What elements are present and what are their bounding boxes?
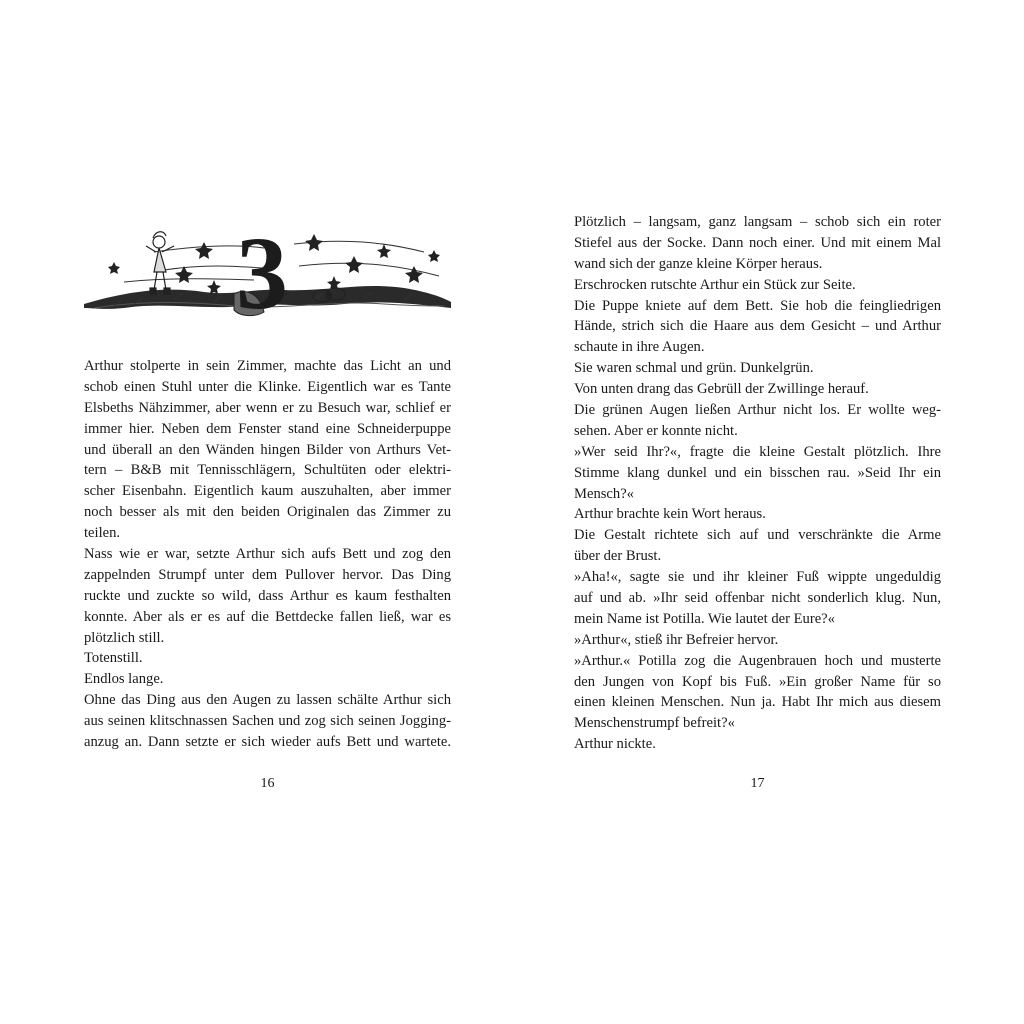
- text-line: Sie waren schmal und grün. Dunkelgrün.: [574, 360, 814, 377]
- doll-figure: [146, 232, 174, 294]
- text-line: Die Gestalt richtete sich auf und verschränkte die Arme: [574, 527, 941, 544]
- text-line: Nass wie er war, setzte Arthur sich aufs Bett und zog den: [84, 546, 451, 563]
- text-line: Elsbeths Nähzimmer, aber wenn er zu Besuch war, schlief er: [84, 399, 451, 416]
- text-line: sehen. Aber er konnte nicht.: [574, 422, 738, 439]
- right-page-number: 17: [750, 776, 765, 791]
- text-line: Arthur nickte.: [574, 736, 656, 753]
- text-line: »Arthur«, stieß ihr Befreier hervor.: [574, 631, 779, 648]
- text-line: Stimme klang dunkel und ein bisschen rau. »Seid Ihr ein: [574, 464, 941, 481]
- text-line: immer hier. Neben dem Fenster stand eine Schneiderpuppe: [84, 420, 451, 437]
- text-line: Endlos lange.: [84, 671, 164, 688]
- text-line: noch besser als mit den beiden Originalen das Zimmer zu: [84, 504, 451, 521]
- text-line: wand sich der ganze kleine Körper heraus.: [574, 255, 823, 272]
- text-line: Von unten drang das Gebrüll der Zwillinge herauf.: [574, 381, 869, 398]
- text-line: Hände, strich sich die Haare aus dem Gesicht – und Arthur: [574, 318, 941, 335]
- left-page-number: 16: [260, 776, 275, 791]
- text-line: zappelnden Strumpf unter dem Pullover hervor. Das Ding: [84, 566, 451, 583]
- chapter-vignette: [84, 222, 451, 332]
- text-line: anzug an. Dann setzte er sich wieder aufs Bett und wartete.: [84, 734, 451, 751]
- text-line: mein Name ist Potilla. Wie lautet der Eure?«: [574, 610, 835, 627]
- text-line: Totenstill.: [84, 650, 143, 667]
- text-line: tern – B&B mit Tennisschlägern, Schultüten oder elektri-: [84, 462, 451, 479]
- text-line: plötzlich still.: [84, 629, 165, 646]
- text-line: und überall an den Wänden hingen Bilder von Arthurs Vet-: [84, 441, 451, 458]
- text-line: Plötzlich – langsam, ganz langsam – schob sich ein roter: [574, 214, 941, 230]
- text-line: teilen.: [84, 525, 121, 542]
- right-body-text: [574, 212, 941, 755]
- text-line: auf und ab. »Ihr seid offenbar nicht sonderlich klug. Nun,: [574, 590, 941, 607]
- text-line: Ohne das Ding aus den Augen zu lassen schälte Arthur sich: [84, 692, 451, 709]
- text-line: scher Eisenbahn. Eigentlich kaum auszuhalten, aber immer: [84, 483, 451, 500]
- text-line: Die Puppe kniete auf dem Bett. Sie hob die feingliedrigen: [574, 297, 941, 314]
- text-line: »Arthur.« Potilla zog die Augenbrauen hoch und musterte: [574, 652, 941, 669]
- text-line: den Jungen von Kopf bis Fuß. »Ein großer Name für so: [574, 673, 941, 690]
- text-line: konnte. Aber als er es auf die Bettdecke fallen ließ, war es: [84, 608, 451, 625]
- text-line: Erschrocken rutschte Arthur ein Stück zur Seite.: [574, 276, 856, 293]
- text-line: Arthur brachte kein Wort heraus.: [574, 506, 766, 523]
- text-line: schob einen Stuhl unter die Klinke. Eigentlich war es Tante: [84, 378, 451, 395]
- text-line: »Wer seid Ihr?«, fragte die kleine Gestalt plötzlich. Ihre: [574, 443, 941, 460]
- text-line: einen kleinen Menschen. Nun ja. Habt Ihr mich aus diesem: [574, 694, 941, 711]
- text-line: Stiefel aus der Socke. Dann noch einer. Und mit einem Mal: [574, 234, 941, 251]
- text-line: aus seinen klitschnassen Sachen und zog sich seinen Jogging-: [84, 713, 451, 730]
- text-line: Die grünen Augen ließen Arthur nicht los. Er wollte weg-: [574, 402, 941, 419]
- text-line: Menschenstrumpf befreit?«: [574, 715, 735, 732]
- text-line: Arthur stolperte in sein Zimmer, machte das Licht an und: [84, 358, 451, 374]
- left-body-text: [84, 356, 451, 753]
- chapter-number: 3: [236, 222, 288, 331]
- text-line: schaute in ihre Augen.: [574, 339, 705, 356]
- text-line: Mensch?«: [574, 485, 634, 502]
- text-line: über der Brust.: [574, 548, 662, 565]
- text-line: »Aha!«, sagte sie und ihr kleiner Fuß wippte ungeduldig: [574, 569, 941, 586]
- text-line: ruckte und zuckte so wild, dass Arthur es kaum festhalten: [84, 587, 451, 604]
